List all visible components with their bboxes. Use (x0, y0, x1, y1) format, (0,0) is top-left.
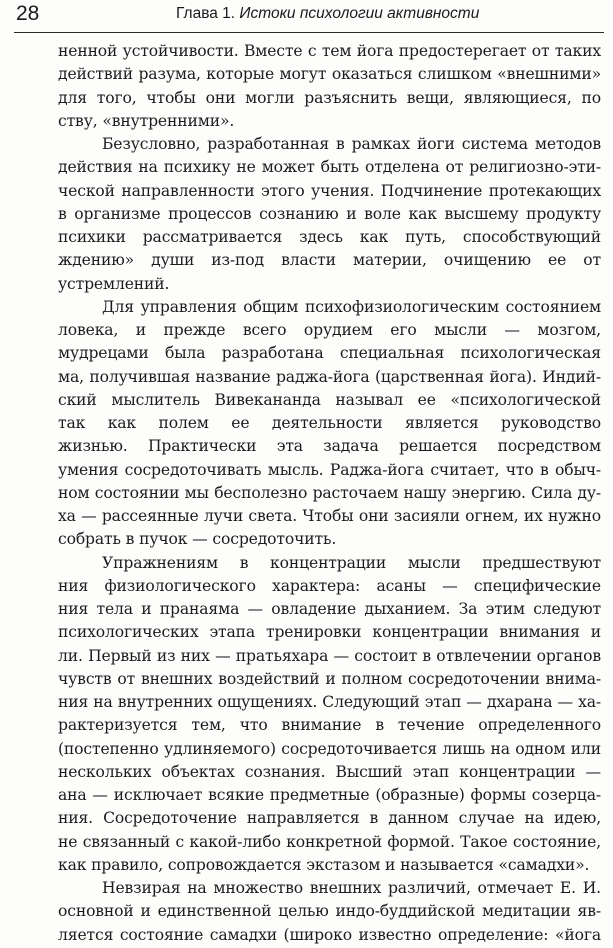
text-line: чувств от внешних воздействий и полном сосредоточении внима- (58, 669, 601, 688)
text-line: действия на психику не может быть отделена от религиозно-эти- (58, 158, 601, 177)
text-line: в организме процессов сознанию и воле как высшему продукту (58, 204, 601, 223)
text-line: для того, чтобы они могли разъяснить вещи, являющиеся, по (58, 88, 601, 107)
text-line: ству, «внутренними». (58, 111, 235, 130)
paragraph (58, 133, 601, 296)
text-line: Безусловно, разработанная в рамках йоги система методов (102, 135, 601, 153)
text-line: ния. Сосредоточение направляется в данном случае на идею, (58, 809, 601, 828)
text-line: Невзирая на множество внешних различий, отмечает Е. И. (102, 879, 601, 897)
text-line: психологических этапа тренировки концентрации внимания и (58, 623, 601, 642)
text-line: не связанный с какой-либо конкретной формой. Такое состояние, (58, 832, 601, 851)
text-line: основной и единственной целью индо-буддийской медитации яв- (58, 902, 601, 921)
paragraph (58, 552, 601, 878)
text-line: ждению» души из-под власти материи, очищению ее от (58, 251, 601, 270)
running-head (176, 2, 479, 26)
text-line: действий разума, которые могут оказаться слишком «внешними» (58, 65, 601, 84)
text-line: ния тела и пранаяма — овладение дыханием. За этим следуют (58, 600, 601, 618)
text-line: Для управления общим психофизиологическим состоянием (102, 297, 601, 316)
text-line: ловека, и прежде всего орудием его мысли — мозгом, (58, 321, 601, 339)
text-line: ма, получившая название раджа-йога (царственная йога). Индий- (58, 367, 601, 386)
paragraph (58, 40, 601, 133)
text-line: ли. Первый из них — пратьяхара — состоит в отвлечении органов (58, 646, 601, 665)
text-line: ния физиологического характера: асаны — специфические (58, 576, 601, 595)
text-line: ном состоянии мы бесполезно расточаем нашу энергию. Сила ду- (58, 483, 601, 502)
text-line: ненной устойчивости. Вместе с тем йога предостерегает от таких (58, 42, 601, 60)
body-text (58, 40, 601, 947)
text-line: ческой направленности этого учения. Подчинение протекающих (58, 181, 601, 200)
text-line: как правило, сопровождается экстазом и называется «самадхи». (58, 855, 590, 874)
paragraph (58, 877, 601, 947)
running-header (14, 0, 604, 33)
text-line: умения сосредоточивать мысль. Раджа-йога считает, что в обыч- (58, 460, 601, 479)
text-line: ляется состояние самадхи (широко известно определение: «йога (58, 925, 601, 944)
page-number: 28 (16, 2, 40, 25)
text-line: нескольких объектах сознания. Высший этап концентрации — (58, 762, 601, 781)
paragraph (58, 296, 601, 552)
text-line: ана — исключает всякие предметные (образные) формы созерца- (58, 786, 601, 804)
text-line: ха — рассеянные лучи света. Чтобы они засияли огнем, их нужно (58, 507, 601, 525)
text-line: (постепенно удлиняемого) сосредоточивается лишь на одном или (58, 739, 601, 758)
text-line: ский мыслитель Вивекананда называл ее «психологической (58, 390, 601, 409)
text-line: Упражнениям в концентрации мысли предшествуют (102, 553, 601, 572)
text-line: жизнью. Практически эта задача решается посредством (58, 437, 601, 456)
text-line: устремлений. (58, 274, 170, 293)
text-line: ния на внутренних ощущениях. Следующий этап — дхарана — ха- (58, 693, 601, 711)
text-line: рактеризуется тем, что внимание в течение определенного (58, 716, 601, 735)
text-line: мудрецами была разработана специальная психологическая (58, 344, 601, 363)
chapter-label: Глава 1. (176, 5, 236, 22)
text-line: психики рассматривается здесь как путь, способствующий (58, 228, 601, 246)
text-line: так как полем ее деятельности является руководство (58, 414, 601, 432)
chapter-title: Истоки психологии активности (239, 5, 480, 22)
text-line: собрать в пучок — сосредоточить. (58, 530, 337, 549)
